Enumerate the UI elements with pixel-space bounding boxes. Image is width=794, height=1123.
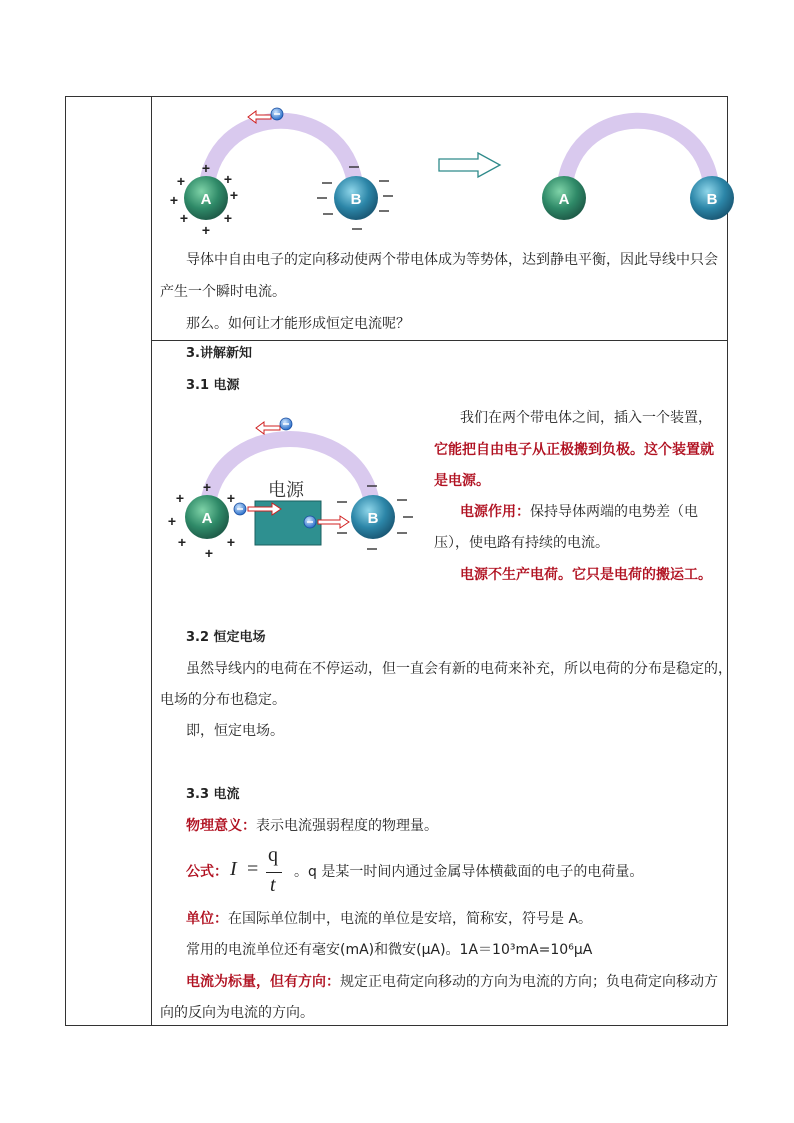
- svg-text:+: +: [226, 490, 236, 506]
- svg-text:+: +: [226, 534, 236, 550]
- svg-text:+: +: [229, 187, 239, 203]
- paragraph-line: [186, 909, 592, 929]
- function-text: 保持导体两端的电势差（电: [530, 504, 698, 520]
- paragraph-line: 我们在两个带电体之间，插入一个装置，: [460, 410, 712, 426]
- transition-arrow-icon: [438, 152, 502, 178]
- paragraph-line: 即，恒定电场。: [186, 723, 284, 739]
- paragraph-line: 电源不生产电荷。它只是电荷的搬运工。: [460, 567, 712, 583]
- svg-text:+: +: [179, 210, 189, 226]
- subsection-heading: 3.2 恒定电场: [186, 630, 266, 645]
- svg-text:+: +: [177, 534, 187, 550]
- paragraph-line: 常用的电流单位还有毫安(mA)和微安(μA)。1A＝10³mA=10⁶μA: [186, 942, 593, 958]
- subsection-heading: 3.1 电源: [186, 378, 240, 393]
- svg-text:+: +: [201, 160, 211, 176]
- diagram-charged-spheres: [160, 95, 420, 245]
- diagram-power-source: [160, 413, 420, 563]
- paragraph-line: 那么。如何让才能形成恒定电流呢？: [186, 316, 410, 332]
- paragraph-line: 虽然导线内的电荷在不停运动，但一直会有新的电荷来补充，所以电荷的分布是稳定的，: [186, 661, 732, 677]
- section-heading: 3.讲解新知: [186, 346, 252, 361]
- svg-text:+: +: [202, 479, 212, 495]
- formula-equals: =: [247, 858, 259, 880]
- formula: [230, 844, 290, 898]
- sphere-b-label: B: [367, 510, 379, 527]
- svg-text:+: +: [223, 210, 233, 226]
- formula-label: 公式：: [186, 864, 228, 880]
- unit-text: 在国际单位制中，电流的单位是安培，简称安，符号是 A。: [228, 911, 593, 927]
- sphere-a-label: A: [200, 191, 212, 208]
- paragraph-line: 导体中自由电子的定向移动使两个带电体成为等势体，达到静电平衡，因此导线中只会: [186, 252, 718, 268]
- paragraph-line: 它能把自由电子从正极搬到负极。这个装置就: [434, 442, 714, 458]
- formula-numerator: q: [268, 844, 278, 866]
- svg-text:+: +: [204, 545, 214, 561]
- sphere-b-label: B: [350, 191, 362, 208]
- diagram-equipotential: [530, 95, 730, 245]
- formula-description: 。q 是某一时间内通过金属导体横截面的电子的电荷量。: [294, 864, 644, 880]
- direction-label: 电流为标量，但有方向：: [186, 974, 340, 990]
- subsection-heading: 3.3 电流: [186, 787, 240, 802]
- wire: [564, 121, 712, 198]
- power-source-label: 电源: [268, 480, 304, 501]
- table-row-divider: [151, 340, 728, 341]
- svg-text:+: +: [167, 513, 177, 529]
- direction-text: 规定正电荷定向移动的方向为电流的方向；负电荷定向移动方: [340, 974, 718, 990]
- meaning-text: 表示电流强弱程度的物理量。: [256, 818, 438, 834]
- svg-text:+: +: [223, 171, 233, 187]
- table-column-divider: [151, 96, 152, 1026]
- paragraph-line: [186, 972, 718, 992]
- svg-text:+: +: [201, 222, 211, 238]
- svg-text:+: +: [169, 192, 179, 208]
- fraction-bar: [266, 872, 282, 873]
- electron-direction-arrow: [318, 516, 349, 528]
- sphere-a-label: A: [201, 510, 213, 527]
- paragraph-line: [460, 502, 698, 522]
- paragraph-line: 电场的分布也稳定。: [160, 692, 286, 708]
- paragraph-line: 向的反向为电流的方向。: [160, 1005, 314, 1021]
- paragraph-line: [186, 816, 438, 836]
- sphere-b-label: B: [706, 191, 718, 208]
- function-label: 电源作用：: [460, 504, 530, 520]
- formula-denominator: t: [270, 874, 276, 896]
- paragraph-line: 压），使电路有持续的电流。: [434, 535, 609, 551]
- unit-label: 单位：: [186, 911, 228, 927]
- meaning-label: 物理意义：: [186, 818, 256, 834]
- paragraph-line: 产生一个瞬时电流。: [160, 284, 286, 300]
- svg-text:+: +: [175, 490, 185, 506]
- sphere-a-label: A: [558, 191, 570, 208]
- paragraph-line: 是电源。: [434, 473, 490, 489]
- formula-current-symbol: I: [230, 858, 237, 880]
- svg-text:+: +: [176, 173, 186, 189]
